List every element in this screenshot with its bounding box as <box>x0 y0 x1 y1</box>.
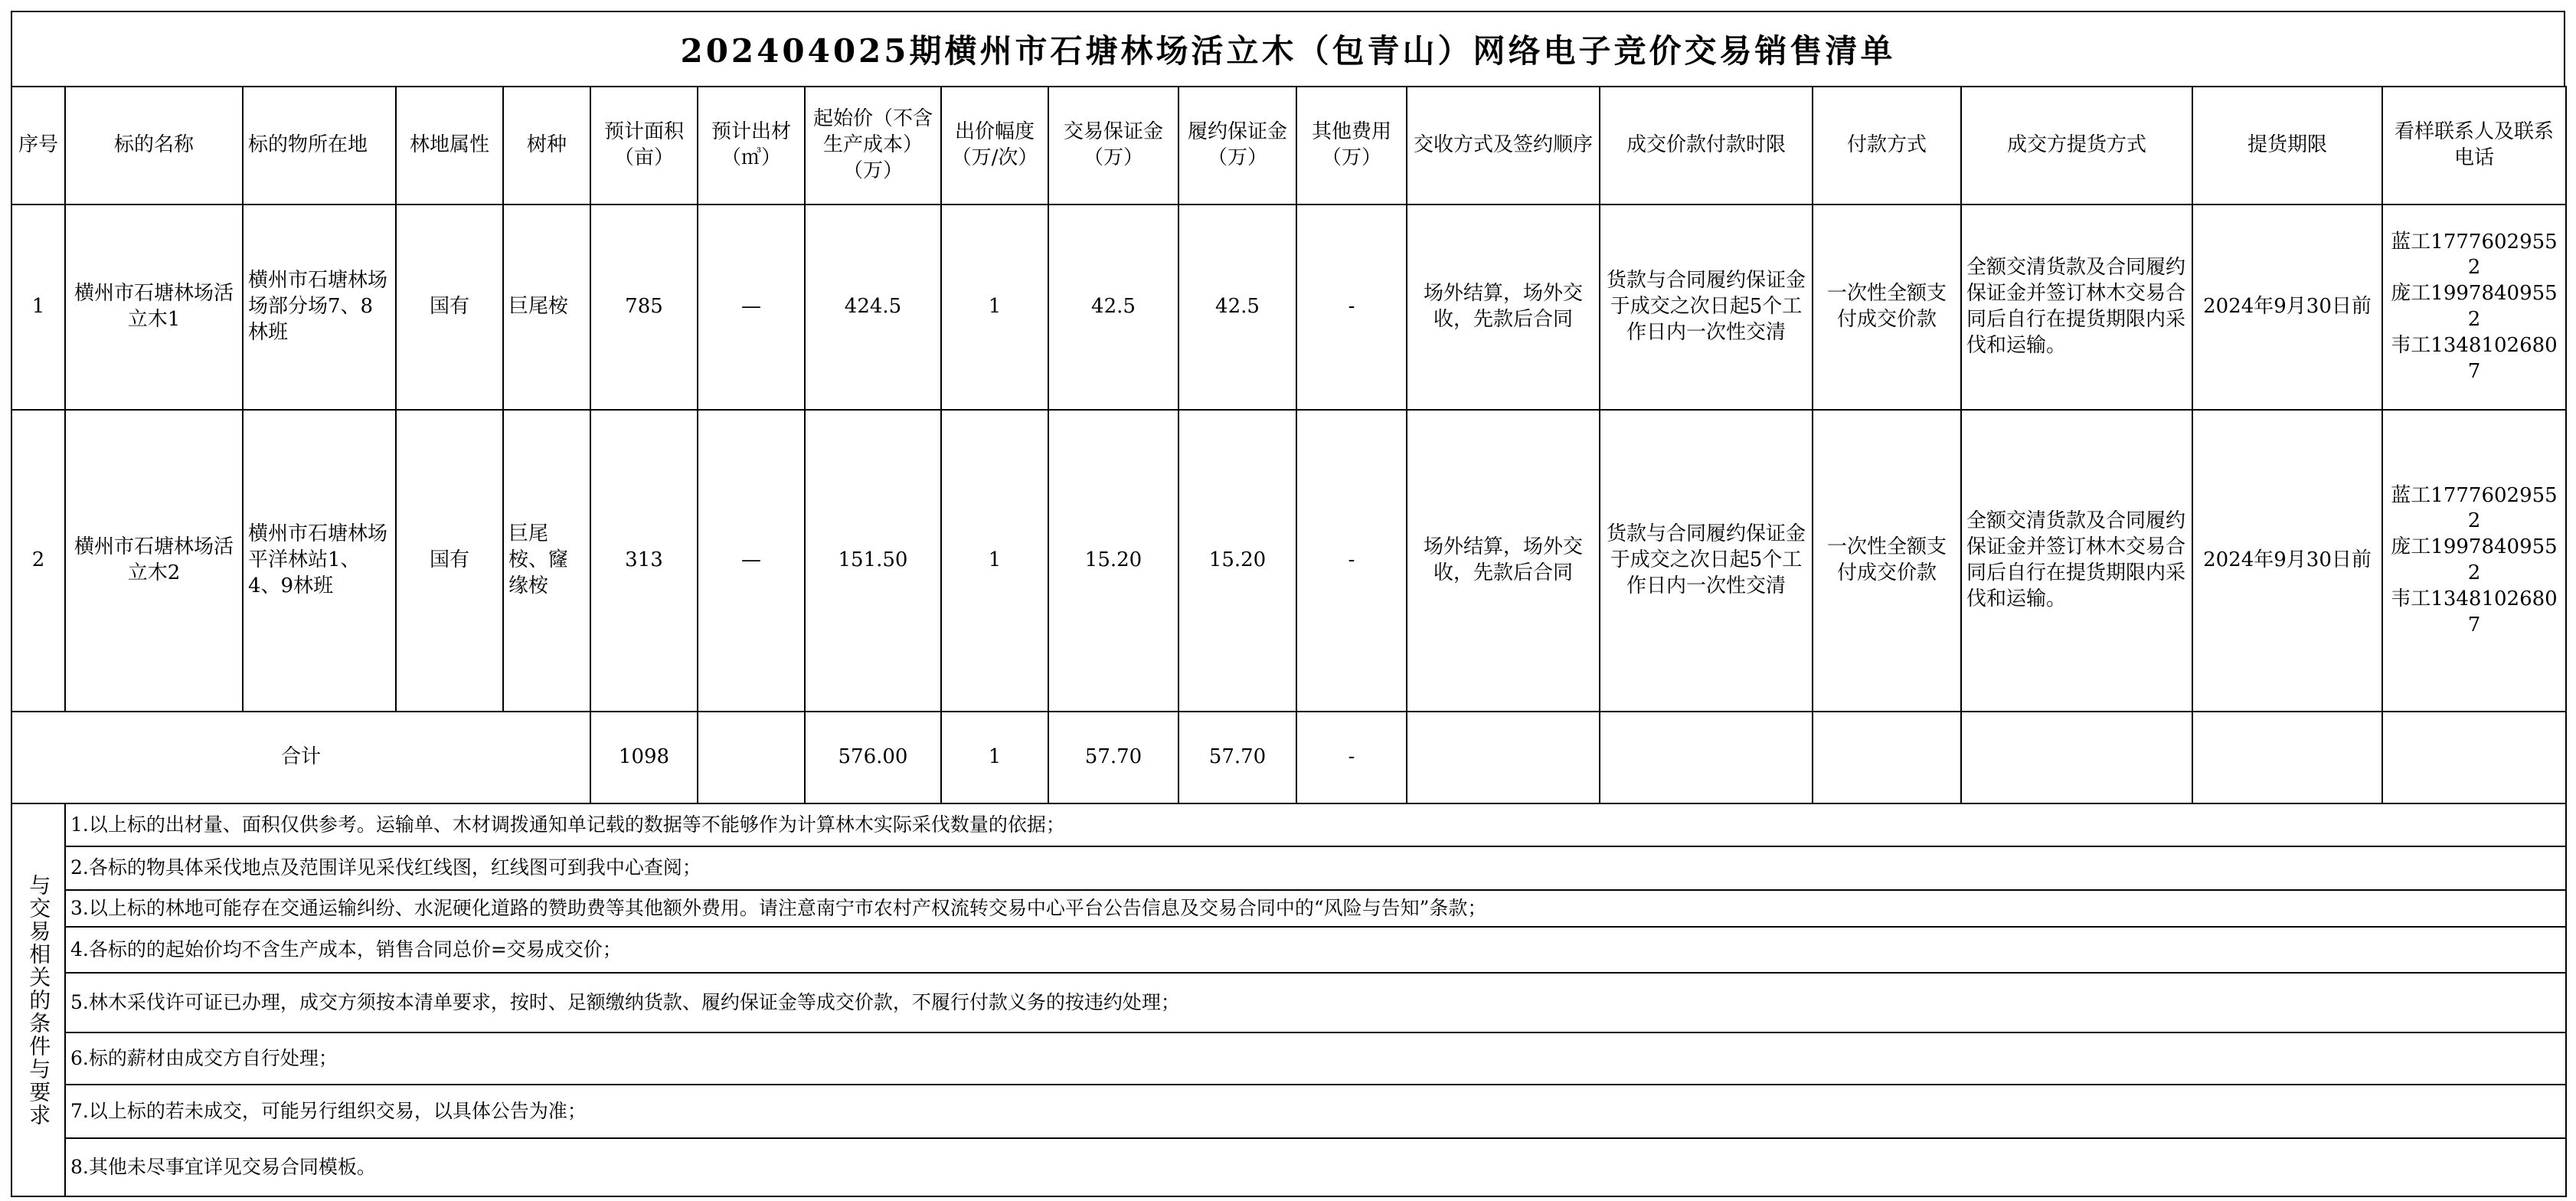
table-row <box>11 410 2566 712</box>
total-start-price: 576.00 <box>805 712 941 803</box>
performance-deposit: 42.5 <box>1178 205 1296 410</box>
condition-row <box>11 927 2566 973</box>
delivery-method: 场外结算，场外交收，先款后合同 <box>1407 410 1600 712</box>
payment-method: 一次性全额支付成交价款 <box>1813 205 1961 410</box>
header-cell: 交收方式及签约顺序 <box>1407 87 1600 205</box>
land-property: 国有 <box>396 205 503 410</box>
header-cell: 其他费用（万） <box>1296 87 1407 205</box>
trade-deposit: 42.5 <box>1048 205 1178 410</box>
header-cell: 预计出材（㎥） <box>698 87 805 205</box>
total-other-fee: - <box>1296 712 1407 803</box>
total-label: 合计 <box>11 712 590 803</box>
condition-row <box>11 973 2566 1032</box>
pickup-method: 全额交清货款及合同履约保证金并签订林木交易合同后自行在提货期限内采伐和运输。 <box>1961 410 2192 712</box>
header-cell: 序号 <box>11 87 65 205</box>
condition-item: 7.以上标的若未成交，可能另行组织交易，以具体公告为准； <box>65 1085 2566 1138</box>
total-increment: 1 <box>941 712 1048 803</box>
header-cell: 履约保证金（万） <box>1178 87 1296 205</box>
sales-list-sheet <box>11 11 2565 1190</box>
tree-species: 巨尾桉、窿缘桉 <box>503 410 590 712</box>
row-number: 2 <box>11 410 65 712</box>
header-cell: 预计面积（亩） <box>590 87 698 205</box>
performance-deposit: 15.20 <box>1178 410 1296 712</box>
pickup-method: 全额交清货款及合同履约保证金并签订林木交易合同后自行在提货期限内采伐和运输。 <box>1961 205 2192 410</box>
contact-line: 庞工19978409552 <box>2391 535 2558 584</box>
condition-item: 3.以上标的林地可能存在交通运输纠纷、水泥硬化道路的赞助费等其他额外费用。请注意南宁市农村产权流转交易中心平台公告信息及交易合同中的“风险与告知”条款； <box>65 890 2566 927</box>
contact-line: 韦工13481026807 <box>2391 587 2558 636</box>
other-fee: - <box>1296 205 1407 410</box>
empty-cell <box>2192 712 2382 803</box>
start-price: 151.50 <box>805 410 941 712</box>
land-property: 国有 <box>396 410 503 712</box>
condition-item: 2.各标的物具体采伐地点及范围详见采伐红线图，红线图可到我中心查阅； <box>65 846 2566 890</box>
total-deposit: 57.70 <box>1048 712 1178 803</box>
condition-row <box>11 890 2566 927</box>
trade-deposit: 15.20 <box>1048 410 1178 712</box>
condition-item: 6.标的薪材由成交方自行处理； <box>65 1032 2566 1085</box>
contact-line: 庞工19978409552 <box>2391 282 2558 331</box>
header-cell: 树种 <box>503 87 590 205</box>
header-cell: 交易保证金（万） <box>1048 87 1178 205</box>
conditions-label: 与交易相关的条件与要求 <box>26 873 52 1127</box>
lot-name: 横州市石塘林场活立木2 <box>65 410 243 712</box>
sales-table <box>11 86 2567 1197</box>
bid-increment: 1 <box>941 205 1048 410</box>
total-area: 1098 <box>590 712 698 803</box>
header-cell: 起始价（不含生产成本）（万） <box>805 87 941 205</box>
header-cell: 林地属性 <box>396 87 503 205</box>
condition-item: 8.其他未尽事宜详见交易合同模板。 <box>65 1138 2566 1196</box>
estimated-volume: — <box>698 205 805 410</box>
header-cell: 付款方式 <box>1813 87 1961 205</box>
condition-row <box>11 846 2566 890</box>
header-cell: 标的物所在地 <box>243 87 396 205</box>
header-row <box>11 87 2566 205</box>
pickup-deadline: 2024年9月30日前 <box>2192 410 2382 712</box>
empty-cell <box>2382 712 2566 803</box>
contact-line: 蓝工17776029552 <box>2391 483 2558 533</box>
contact-line: 蓝工17776029552 <box>2391 230 2558 280</box>
lot-location: 横州市石塘林场平洋林站1、4、9林班 <box>243 410 396 712</box>
total-performance-deposit: 57.70 <box>1178 712 1296 803</box>
contact-cell <box>2382 205 2566 410</box>
row-number: 1 <box>11 205 65 410</box>
payment-deadline: 货款与合同履约保证金于成交之次日起5个工作日内一次性交清 <box>1600 205 1813 410</box>
total-row <box>11 712 2566 803</box>
estimated-area: 785 <box>590 205 698 410</box>
empty-cell <box>1600 712 1813 803</box>
header-cell: 提货期限 <box>2192 87 2382 205</box>
header-cell: 出价幅度（万/次） <box>941 87 1048 205</box>
estimated-area: 313 <box>590 410 698 712</box>
condition-row <box>11 1085 2566 1138</box>
empty-cell <box>1813 712 1961 803</box>
estimated-volume: — <box>698 410 805 712</box>
condition-row <box>11 1138 2566 1196</box>
empty-cell <box>1407 712 1600 803</box>
condition-item: 1.以上标的出材量、面积仅供参考。运输单、木材调拨通知单记载的数据等不能够作为计算林木实际采伐数量的依据； <box>65 803 2566 846</box>
condition-item: 5.林木采伐许可证已办理，成交方须按本清单要求，按时、足额缴纳货款、履约保证金等成交价款，不履行付款义务的按违约处理； <box>65 973 2566 1032</box>
payment-method: 一次性全额支付成交价款 <box>1813 410 1961 712</box>
header-cell: 看样联系人及联系电话 <box>2382 87 2566 205</box>
payment-deadline: 货款与合同履约保证金于成交之次日起5个工作日内一次性交清 <box>1600 410 1813 712</box>
other-fee: - <box>1296 410 1407 712</box>
delivery-method: 场外结算，场外交收，先款后合同 <box>1407 205 1600 410</box>
contact-cell <box>2382 410 2566 712</box>
table-row <box>11 205 2566 410</box>
header-cell: 标的名称 <box>65 87 243 205</box>
bid-increment: 1 <box>941 410 1048 712</box>
empty-cell <box>1961 712 2192 803</box>
pickup-deadline: 2024年9月30日前 <box>2192 205 2382 410</box>
contact-line: 韦工13481026807 <box>2391 333 2558 383</box>
sheet-title: 202404025期横州市石塘林场活立木（包青山）网络电子竞价交易销售清单 <box>11 11 2565 87</box>
conditions-label-cell <box>11 803 65 1196</box>
start-price: 424.5 <box>805 205 941 410</box>
condition-row <box>11 1032 2566 1085</box>
condition-item: 4.各标的的起始价均不含生产成本，销售合同总价=交易成交价； <box>65 927 2566 973</box>
lot-location: 横州市石塘林场场部分场7、8林班 <box>243 205 396 410</box>
lot-name: 横州市石塘林场活立木1 <box>65 205 243 410</box>
tree-species: 巨尾桉 <box>503 205 590 410</box>
header-cell: 成交方提货方式 <box>1961 87 2192 205</box>
condition-row <box>11 803 2566 846</box>
header-cell: 成交价款付款时限 <box>1600 87 1813 205</box>
total-volume <box>698 712 805 803</box>
